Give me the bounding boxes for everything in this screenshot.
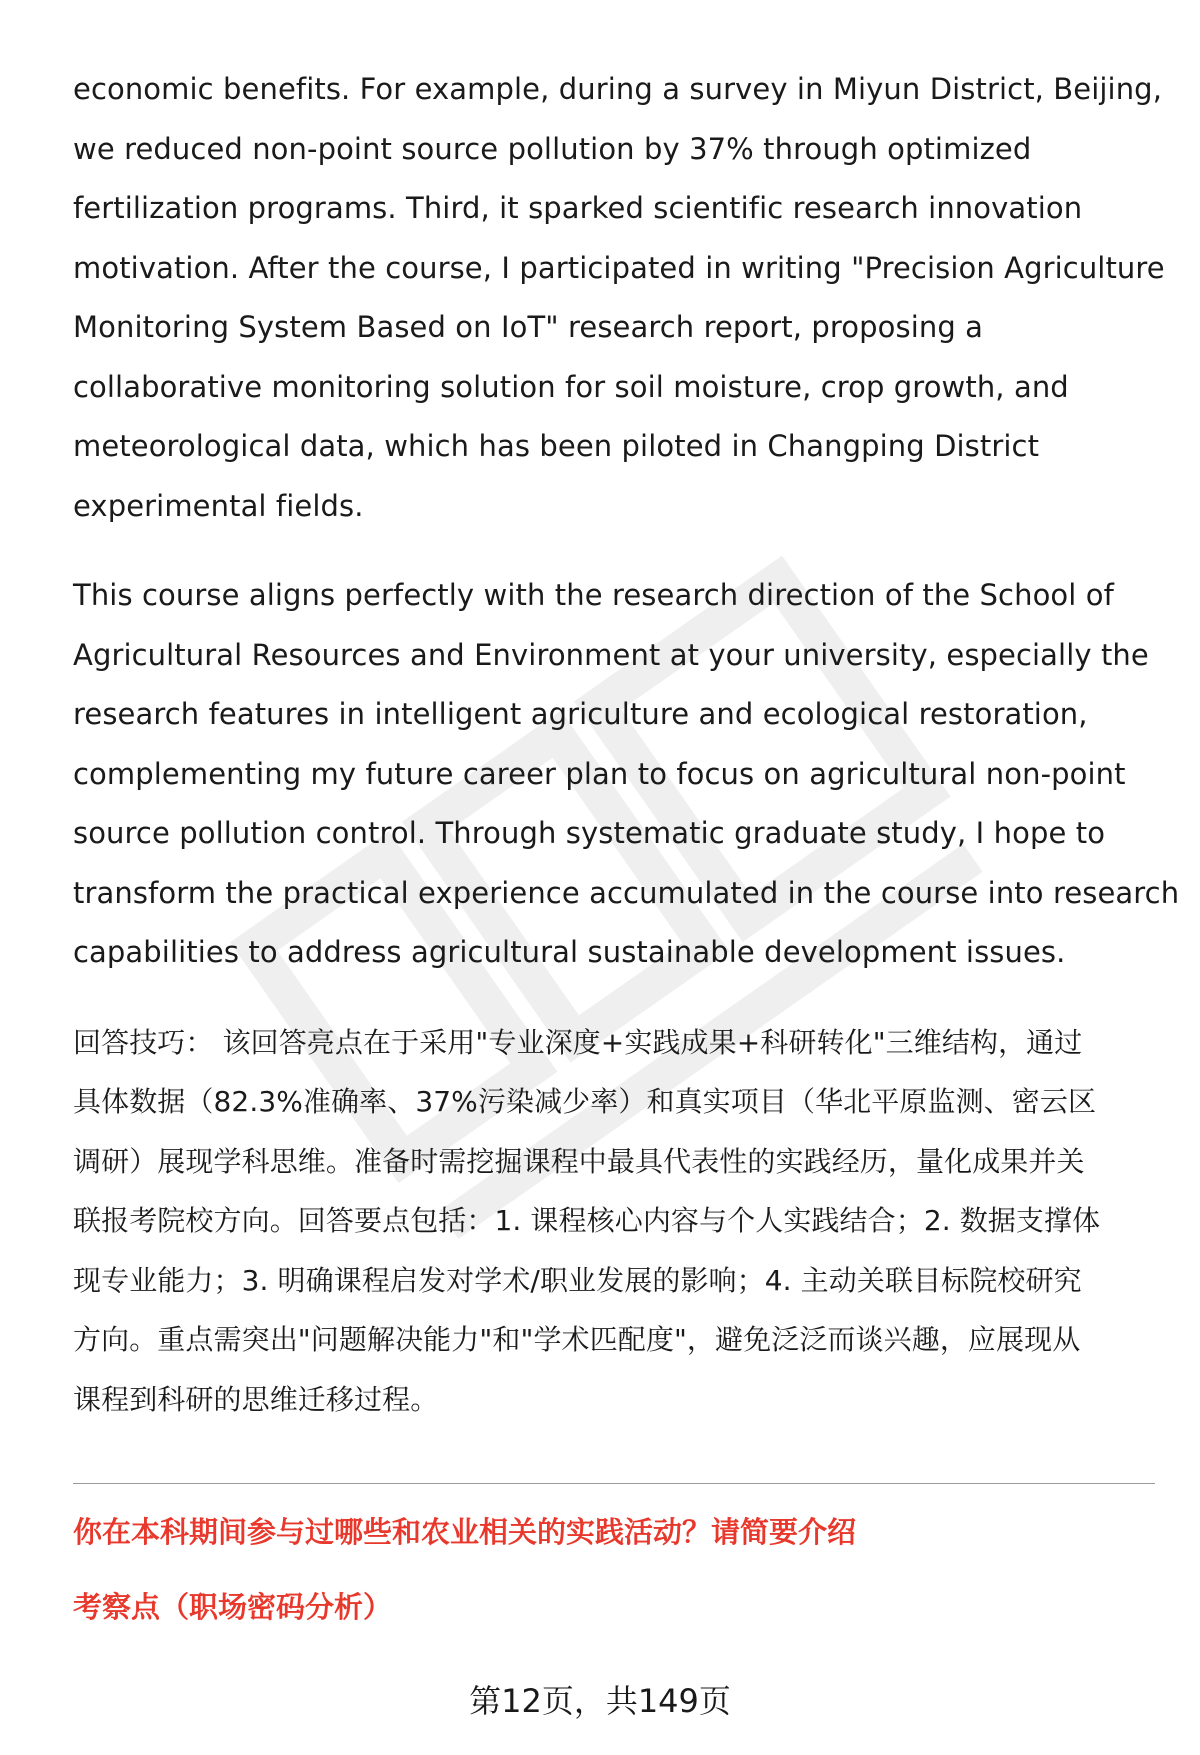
- text-line: we reduced non-point source pollution by 37% through optimized: [73, 131, 1032, 166]
- text-line: 课程到科研的思维迁移过程。: [73, 1382, 439, 1416]
- text-line: 回答技巧： 该回答亮点在于采用"专业深度+实践成果+科研转化"三维结构，通过: [73, 1025, 1083, 1059]
- text-line: complementing my future career plan to focus on agricultural non-point: [73, 756, 1126, 791]
- text-line: fertilization programs. Third, it sparked scientific research innovation: [73, 191, 1083, 225]
- paragraph-course-outcomes: [73, 60, 1163, 536]
- text-line: Monitoring System Based on IoT" research report, proposing a: [73, 310, 984, 344]
- page-number: 第12页，共149页: [469, 1682, 731, 1720]
- text-line: research features in intelligent agriculture and ecological restoration,: [73, 697, 1088, 731]
- exam-point-heading: 考察点（职场密码分析）: [73, 1590, 393, 1624]
- document-body: [73, 60, 1180, 1429]
- text-line: 现专业能力；3. 明确课程启发对学术/职业发展的影响；4. 主动关联目标院校研究: [73, 1263, 1082, 1297]
- text-line: Agricultural Resources and Environment at your university, especially the: [73, 637, 1149, 672]
- paragraph-research-alignment: [73, 566, 1180, 983]
- answer-tips: [73, 1013, 1163, 1430]
- text-line: economic benefits. For example, during a survey in Miyun District, Beijing,: [73, 72, 1163, 106]
- text-line: source pollution control. Through systematic graduate study, I hope to: [73, 816, 1106, 850]
- text-line: capabilities to address agricultural sustainable development issues.: [73, 935, 1066, 969]
- text-line: transform the practical experience accumulated in the course into research: [73, 875, 1180, 910]
- text-line: experimental fields.: [73, 488, 364, 523]
- text-line: meteorological data, which has been piloted in Changping District: [73, 429, 1040, 463]
- text-line: 具体数据（82.3%准确率、37%污染减少率）和真实项目（华北平原监测、密云区: [73, 1085, 1097, 1118]
- next-question-title: 你在本科期间参与过哪些和农业相关的实践活动？请简要介绍: [73, 1515, 857, 1549]
- text-line: motivation. After the course, I participated in writing "Precision Agriculture: [73, 250, 1165, 285]
- text-line: 联报考院校方向。回答要点包括：1. 课程核心内容与个人实践结合；2. 数据支撑体: [73, 1204, 1101, 1237]
- text-line: 方向。重点需突出"问题解决能力"和"学术匹配度"，避免泛泛而谈兴趣，应展现从: [73, 1323, 1081, 1356]
- text-line: collaborative monitoring solution for soil moisture, crop growth, and: [73, 369, 1069, 404]
- text-line: 调研）展现学科思维。准备时需挖掘课程中最具代表性的实践经历，量化成果并关: [73, 1144, 1085, 1178]
- section-divider: [73, 1483, 1155, 1484]
- text-line: This course aligns perfectly with the research direction of the School of: [73, 578, 1114, 612]
